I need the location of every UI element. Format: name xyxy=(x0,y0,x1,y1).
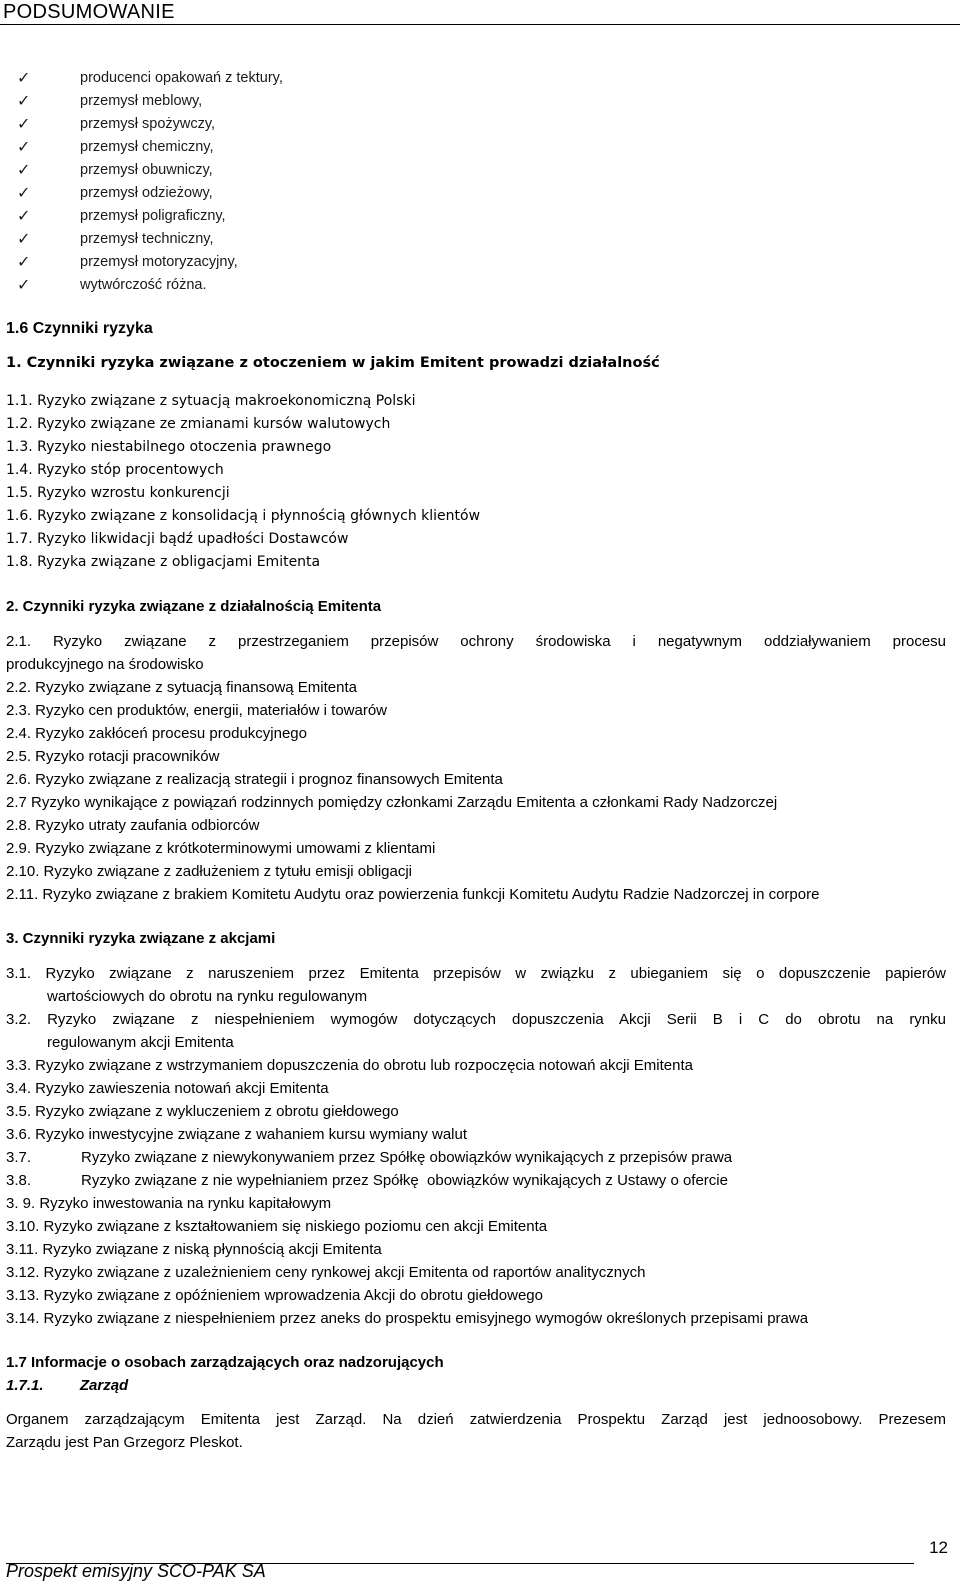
list-item-continuation: produkcyjnego na środowisko xyxy=(6,656,204,673)
list-item: 3.5. Ryzyko związane z wykluczeniem z obrotu giełdowego xyxy=(6,1103,399,1120)
checkmark-icon: ✓ xyxy=(17,183,31,202)
page-number: 12 xyxy=(929,1538,948,1557)
list-item: 3.13. Ryzyko związane z opóźnieniem wprowadzenia Akcji do obrotu giełdowego xyxy=(6,1287,543,1304)
list-item: 3.2. Ryzyko związane z niespełnieniem wymogów dotyczących dopuszczenia Akcji Serii B i C do obrotu na rynku xyxy=(6,1011,946,1028)
list-item: 3.10. Ryzyko związane z kształtowaniem się niskiego poziomu cen akcji Emitenta xyxy=(6,1218,548,1235)
list-item: 3.1. Ryzyko związane z naruszeniem przez Emitenta przepisów w związku z ubieganiem się o dopuszczenie papierów xyxy=(6,965,946,982)
risk-factors-heading: 1.6 Czynniki ryzyka xyxy=(6,320,153,337)
checkmark-icon: ✓ xyxy=(17,91,31,110)
checkmark-icon: ✓ xyxy=(17,229,31,248)
footer-document-title: Prospekt emisyjny SCO-PAK SA xyxy=(6,1561,266,1581)
checkmark-icon: ✓ xyxy=(17,252,31,271)
list-item: 2.2. Ryzyko związane z sytuacją finansową Emitenta xyxy=(6,679,357,696)
list-item: ✓ przemysł odzieżowy, xyxy=(17,183,213,202)
list-item-continuation: wartościowych do obrotu na rynku regulowanym xyxy=(47,988,368,1005)
page-header-title: PODSUMOWANIE xyxy=(3,1,175,23)
list-item: 2.11. Ryzyko związane z brakiem Komitetu Audytu oraz powierzenia funkcji Komitetu Audytu Radzie Nadzorczej in corpore xyxy=(6,886,820,903)
subsection-number: 1.7.1. xyxy=(6,1377,44,1394)
list-item: ✓ przemysł motoryzacyjny, xyxy=(17,252,238,271)
checkmark-icon: ✓ xyxy=(17,206,31,225)
checkmark-icon: ✓ xyxy=(17,114,31,133)
subsection-heading xyxy=(6,1377,128,1395)
list-item: 3.3. Ryzyko związane z wstrzymaniem dopuszczenia do obrotu lub rozpoczęcia notowań akcji Emitenta xyxy=(6,1057,693,1074)
list-item: 3.7. Ryzyko związane z niewykonywaniem przez Spółkę obowiązków wynikających z przepisów prawa xyxy=(6,1149,733,1166)
list-item: 3.4. Ryzyko zawieszenia notowań akcji Emitenta xyxy=(6,1080,329,1097)
list-item: 2.8. Ryzyko utraty zaufania odbiorców xyxy=(6,817,260,834)
list-item: ✓ wytwórczość różna. xyxy=(17,275,207,294)
list-item: 3.6. Ryzyko inwestycyjne związane z wahaniem kursu wymiany walut xyxy=(6,1126,468,1143)
list-item: 2.9. Ryzyko związane z krótkoterminowymi umowami z klientami xyxy=(6,840,436,857)
list-item: 1.3. Ryzyko niestabilnego otoczenia prawnego xyxy=(6,439,332,455)
page-header xyxy=(0,0,960,25)
list-item: 3.11. Ryzyko związane z niską płynnością akcji Emitenta xyxy=(6,1241,382,1258)
list-item: 1.6. Ryzyko związane z konsolidacją i płynnością głównych klientów xyxy=(6,508,481,524)
management-paragraph-line: Organem zarządzającym Emitenta jest Zarząd. Na dzień zatwierdzenia Prospektu Zarząd jest jednoosobowy. Prezesem xyxy=(6,1411,946,1428)
list-item: 3. 9. Ryzyko inwestowania na rynku kapitałowym xyxy=(6,1195,332,1212)
list-item: 2.3. Ryzyko cen produktów, energii, materiałów i towarów xyxy=(6,702,388,719)
list-item: 1.5. Ryzyko wzrostu konkurencji xyxy=(6,485,230,501)
list-item: 3.8. Ryzyko związane z nie wypełnianiem przez Spółkę obowiązków wynikających z Ustawy o ofercie xyxy=(6,1172,728,1189)
list-item: 1.4. Ryzyko stóp procentowych xyxy=(6,462,224,478)
list-item: 2.6. Ryzyko związane z realizacją strategii i prognoz finansowych Emitenta xyxy=(6,771,503,788)
checkmark-icon: ✓ xyxy=(17,275,31,294)
management-paragraph-line: Zarządu jest Pan Grzegorz Pleskot. xyxy=(6,1434,243,1451)
list-item: ✓ przemysł techniczny, xyxy=(17,229,214,248)
list-item: 1.2. Ryzyko związane ze zmianami kursów walutowych xyxy=(6,416,391,432)
list-item: 1.1. Ryzyko związane z sytuacją makroekonomiczną Polski xyxy=(6,393,416,409)
subsection-title: Zarząd xyxy=(79,1377,129,1394)
list-item: ✓ producenci opakowań z tektury, xyxy=(17,68,283,87)
list-item: 2.7 Ryzyko wynikające z powiązań rodzinnych pomiędzy członkami Zarządu Emitenta a członkami Rady Nadzorczej xyxy=(6,794,778,811)
list-item: 2.10. Ryzyko związane z zadłużeniem z tytułu emisji obligacji xyxy=(6,863,413,880)
group3-title: 3. Czynniki ryzyka związane z akcjami xyxy=(6,930,276,947)
group2-title: 2. Czynniki ryzyka związane z działalnością Emitenta xyxy=(6,598,382,615)
group1-title: 1. Czynniki ryzyka związane z otoczeniem w jakim Emitent prowadzi działalność xyxy=(6,355,660,371)
checkmark-icon: ✓ xyxy=(17,68,31,87)
management-heading: 1.7 Informacje o osobach zarządzających oraz nadzorujących xyxy=(6,1354,444,1371)
list-item: 2.4. Ryzyko zakłóceń procesu produkcyjnego xyxy=(6,725,307,742)
list-item: 1.8. Ryzyka związane z obligacjami Emitenta xyxy=(6,554,321,570)
list-item: 3.12. Ryzyko związane z uzależnieniem ceny rynkowej akcji Emitenta od raportów analitycznych xyxy=(6,1264,646,1281)
list-item: ✓ przemysł spożywczy, xyxy=(17,114,216,133)
list-item: 2.5. Ryzyko rotacji pracowników xyxy=(6,748,220,765)
list-item-continuation: regulowanym akcji Emitenta xyxy=(47,1034,234,1051)
list-item: ✓ przemysł poligraficzny, xyxy=(17,206,226,225)
list-item: ✓ przemysł meblowy, xyxy=(17,91,203,110)
list-item: 1.7. Ryzyko likwidacji bądź upadłości Dostawców xyxy=(6,531,349,547)
list-item: 3.14. Ryzyko związane z niespełnieniem przez aneks do prospektu emisyjnego wymogów określonych przepisami prawa xyxy=(6,1310,809,1327)
list-item: 2.1. Ryzyko związane z przestrzeganiem przepisów ochrony środowiska i negatywnym oddziaływaniem procesu xyxy=(6,633,946,650)
checkmark-icon: ✓ xyxy=(17,137,31,156)
checkmark-icon: ✓ xyxy=(17,160,31,179)
list-item: ✓ przemysł chemiczny, xyxy=(17,137,214,156)
list-item: ✓ przemysł obuwniczy, xyxy=(17,160,213,179)
